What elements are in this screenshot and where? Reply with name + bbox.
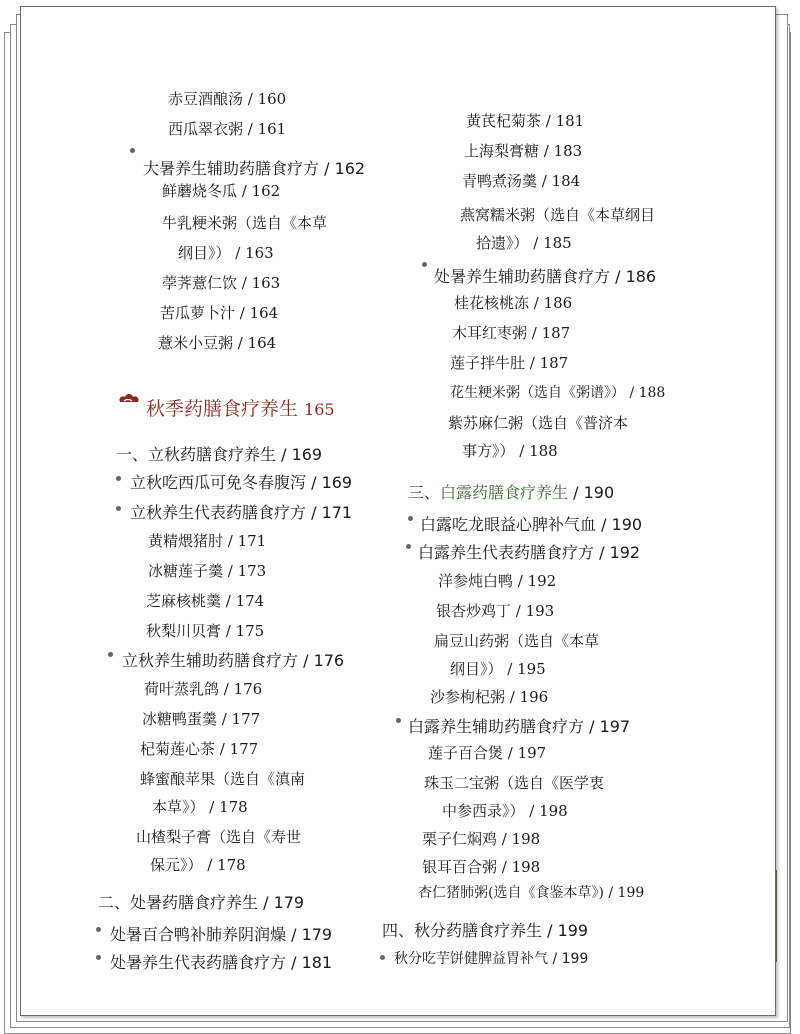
- toc-entry-continuation: 拾遗》） / 185: [476, 234, 572, 252]
- toc-entry: 荸荠薏仁饮 / 163: [162, 274, 281, 292]
- section-title-text: 秋季药膳食疗养生: [146, 398, 299, 420]
- toc-entry: 山楂梨子膏（选自《寿世: [136, 828, 302, 846]
- toc-entry: 桂花核桃冻 / 186: [454, 294, 573, 312]
- toc-subheading: 处暑养生辅助药膳食疗方 / 186: [434, 267, 657, 286]
- toc-entry: 牛乳粳米粥（选自《本草: [162, 214, 328, 232]
- toc-subheading: 立秋养生代表药膳食疗方 / 171: [130, 503, 353, 522]
- toc-subheading: 白露养生代表药膳食疗方 / 192: [418, 543, 641, 562]
- toc-entry: 西瓜翠衣粥 / 161: [168, 120, 287, 138]
- toc-entry: 莲子百合煲 / 197: [428, 744, 547, 762]
- section-title-page: 165: [304, 400, 335, 419]
- toc-entry: 紫苏麻仁粥（选自《普济本: [448, 414, 629, 432]
- heading-prefix: 三、: [408, 483, 441, 502]
- toc-entry-continuation: 本草》） / 178: [152, 798, 248, 816]
- toc-heading: [408, 480, 614, 503]
- toc-entry: 冰糖莲子羹 / 173: [148, 562, 267, 580]
- toc-entry-continuation: 保元》） / 178: [150, 856, 246, 874]
- toc-entry: 沙参枸杞粥 / 196: [430, 688, 549, 706]
- toc-subheading: 处暑百合鸭补肺养阴润燥 / 179: [110, 925, 333, 944]
- bullet-dot: [116, 476, 121, 481]
- toc-entry: 苦瓜萝卜汁 / 164: [160, 304, 279, 322]
- toc-entry: 木耳红枣粥 / 187: [452, 324, 571, 342]
- toc-entry: 珠玉二宝粥（选自《医学衷: [424, 774, 605, 792]
- toc-entry: 蜂蜜酿苹果（选自《滇南: [140, 770, 306, 788]
- bullet-dot: [380, 955, 385, 960]
- toc-entry: 黄芪杞菊茶 / 181: [466, 112, 585, 130]
- toc-entry: 银耳百合粥 / 198: [422, 858, 541, 876]
- toc-entry: 杞菊莲心茶 / 177: [140, 740, 259, 758]
- toc-entry: 薏米小豆粥 / 164: [158, 334, 277, 352]
- bullet-dot: [96, 955, 101, 960]
- toc-entry: 杏仁猪肺粥(选自《食鉴本草》) / 199: [418, 885, 645, 901]
- toc-subheading: 白露吃龙眼益心脾补气血 / 190: [420, 515, 643, 534]
- heading-page: / 190: [568, 483, 615, 502]
- heading-title: 白露药膳食疗养生: [440, 483, 569, 502]
- toc-entry: 秋梨川贝膏 / 175: [146, 622, 265, 640]
- toc-entry: 鲜蘑烧冬瓜 / 162: [162, 182, 281, 200]
- toc-entry-continuation: 纲目》） / 163: [178, 244, 274, 262]
- toc-entry: 洋参炖白鸭 / 192: [438, 572, 557, 590]
- toc-entry: 黄精煨猪肘 / 171: [148, 532, 267, 550]
- toc-entry: 上海梨膏糖 / 183: [464, 142, 583, 160]
- bullet-dot: [116, 506, 121, 511]
- toc-entry: 银杏炒鸡丁 / 193: [436, 602, 555, 620]
- toc-entry-continuation: 中参西录》） / 198: [442, 802, 568, 820]
- toc-subheading: 处暑养生代表药膳食疗方 / 181: [110, 953, 333, 972]
- bullet-dot: [130, 148, 135, 153]
- toc-subheading: 立秋吃西瓜可免冬春腹泻 / 169: [130, 473, 353, 492]
- toc-entry: 冰糖鸭蛋羹 / 177: [142, 710, 261, 728]
- toc-entry: 栗子仁焖鸡 / 198: [422, 830, 541, 848]
- toc-entry: 荷叶蒸乳鸽 / 176: [144, 680, 263, 698]
- bullet-dot: [406, 544, 411, 549]
- toc-subheading: 立秋养生辅助药膳食疗方 / 176: [122, 651, 345, 670]
- toc-heading: 二、处暑药膳食疗养生 / 179: [98, 893, 305, 912]
- toc-heading: 四、秋分药膳食疗养生 / 199: [382, 921, 589, 940]
- bullet-dot: [96, 927, 101, 932]
- toc-entry: 扁豆山药粥（选自《本草: [434, 632, 600, 650]
- toc-entry: 燕窝糯米粥（选自《本草纲目: [460, 206, 656, 224]
- toc-entry: 青鸭煮汤羹 / 184: [462, 172, 581, 190]
- toc-subheading: 白露养生辅助药膳食疗方 / 197: [408, 717, 631, 736]
- toc-subheading: 大暑养生辅助药膳食疗方 / 162: [143, 159, 366, 178]
- bullet-dot: [108, 652, 113, 657]
- toc-subheading: 秋分吃芋饼健脾益胃补气 / 199: [394, 951, 589, 967]
- toc-entry: 赤豆酒酿汤 / 160: [168, 90, 287, 108]
- bullet-dot: [408, 516, 413, 521]
- section-title: [146, 394, 335, 421]
- toc-entry-continuation: 事方》） / 188: [462, 442, 558, 460]
- toc-entry: 莲子拌牛肚 / 187: [450, 354, 569, 372]
- toc-entry: 花生粳米粥（选自《粥谱》） / 188: [450, 385, 666, 401]
- cloud-ornament-icon: [118, 392, 140, 406]
- bullet-dot: [396, 718, 401, 723]
- toc-entry-continuation: 纲目》） / 195: [450, 660, 546, 678]
- toc-entry: 芝麻核桃羹 / 174: [146, 592, 265, 610]
- bullet-dot: [422, 262, 427, 267]
- toc-heading: 一、立秋药膳食疗养生 / 169: [116, 445, 323, 464]
